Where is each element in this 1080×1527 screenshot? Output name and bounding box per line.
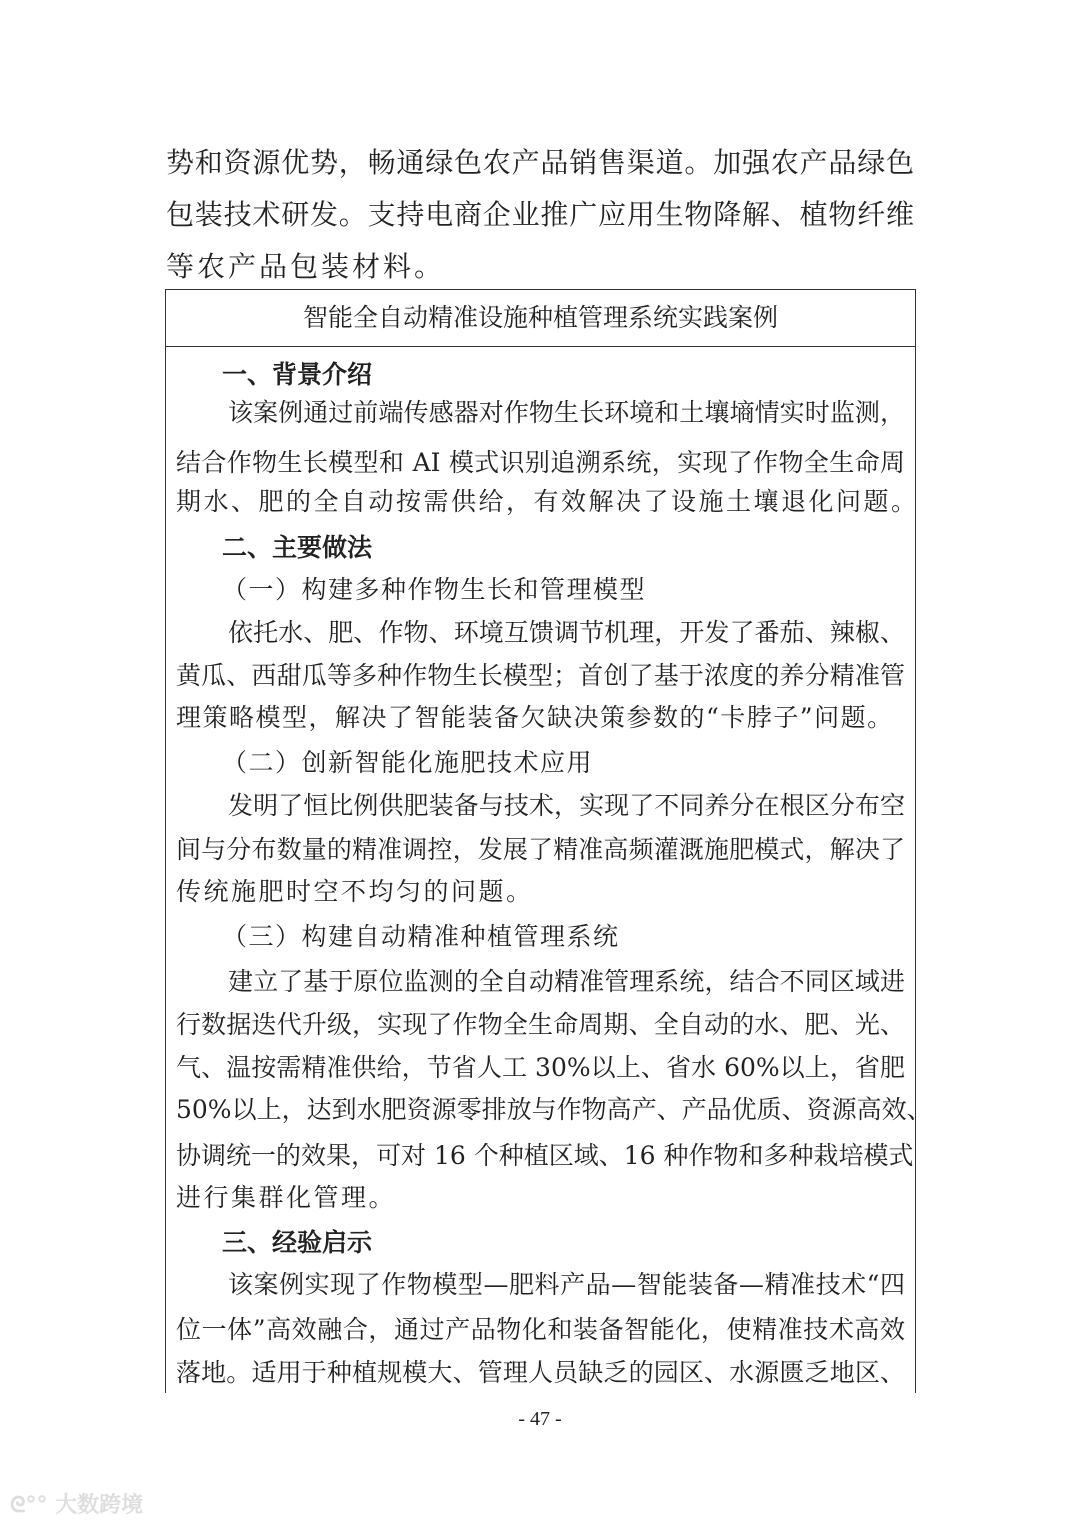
text-line: 发明了恒比例供肥装备与技术，实现了不同养分在根区分布空 — [228, 791, 905, 820]
watermark-text: 大数跨境 — [55, 1493, 144, 1518]
divider — [165, 346, 916, 347]
subsection-heading: （二）创新智能化施肥技术应用 — [222, 748, 594, 777]
logo-icon: ᘓ°° — [10, 1493, 48, 1518]
section-heading: 一、背景介绍 — [222, 360, 373, 389]
text-line: 该案例实现了作物模型—肥料产品—智能装备—精准技术“四 — [228, 1270, 905, 1299]
text-line: 期水、肥的全自动按需供给，有效解决了设施土壤退化问题。 — [176, 487, 919, 516]
page-number: - 47 - — [518, 1408, 562, 1430]
text-line: 行数据迭代升级，实现了作物全生命周期、全自动的水、肥、光、 — [176, 1010, 905, 1039]
text-line: 结合作物生长模型和 AI 模式识别追溯系统，实现了作物全生命周 — [176, 448, 905, 477]
text-line: 气、温按需精准供给，节省人工 30%以上、省水 60%以上，省肥 — [176, 1053, 905, 1082]
text-line: 该案例通过前端传感器对作物生长环境和土壤墒情实时监测， — [228, 398, 905, 427]
section-heading: 三、经验启示 — [222, 1228, 373, 1257]
text-line: 黄瓜、西甜瓜等多种作物生长模型；首创了基于浓度的养分精准管 — [176, 661, 905, 690]
text-line: 50%以上，达到水肥资源零排放与作物高产、产品优质、资源高效、 — [176, 1095, 932, 1124]
text-line: 协调统一的效果，可对 16 个种植区域、16 种作物和多种栽培模式 — [176, 1141, 914, 1170]
text-line: 进行集群化管理。 — [176, 1183, 397, 1212]
text-line: 依托水、肥、作物、环境互馈调节机理，开发了番茄、辣椒、 — [228, 618, 905, 647]
subsection-heading: （一）构建多种作物生长和管理模型 — [222, 575, 647, 604]
text-line: 势和资源优势，畅通绿色农产品销售渠道。加强农产品绿色 — [166, 146, 914, 179]
subsection-heading: （三）构建自动精准种植管理系统 — [222, 922, 620, 951]
case-title: 智能全自动精准设施种植管理系统实践案例 — [302, 303, 778, 332]
text-line: 位一体”高效融合，通过产品物化和装备智能化，使精准技术高效 — [176, 1315, 905, 1344]
text-line: 理策略模型，解决了智能装备欠缺决策参数的“卡脖子”问题。 — [176, 703, 894, 732]
text-line: 落地。适用于种植规模大、管理人员缺乏的园区、水源匮乏地区、 — [176, 1358, 905, 1387]
text-line: 等农产品包装材料。 — [166, 250, 446, 283]
text-line: 建立了基于原位监测的全自动精准管理系统，结合不同区域进 — [228, 967, 905, 996]
section-heading: 二、主要做法 — [222, 533, 373, 562]
watermark-logo — [10, 1488, 143, 1519]
text-line: 传统施肥时空不均匀的问题。 — [176, 877, 534, 906]
text-line: 包装技术研发。支持电商企业推广应用生物降解、植物纤维 — [166, 198, 914, 231]
text-line: 间与分布数量的精准调控，发展了精准高频灌溉施肥模式，解决了 — [176, 835, 905, 864]
